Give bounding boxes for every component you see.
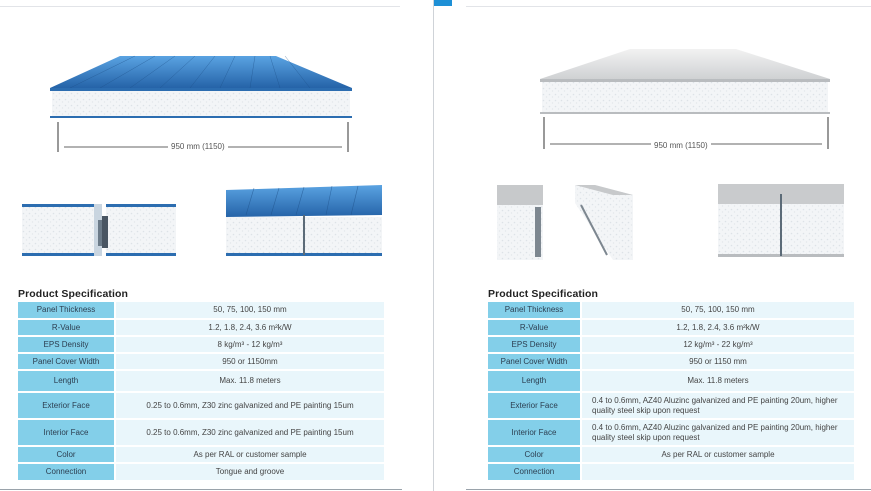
spec-row bbox=[488, 302, 854, 319]
spec-value: Tongue and groove bbox=[115, 463, 384, 481]
spec-row bbox=[488, 419, 854, 446]
spec-label: EPS Density bbox=[488, 336, 581, 353]
spec-row bbox=[18, 370, 384, 392]
spec-row bbox=[488, 336, 854, 353]
spec-row bbox=[18, 319, 384, 336]
spec-label: Panel Thickness bbox=[488, 302, 581, 319]
spec-value: As per RAL or customer sample bbox=[115, 446, 384, 463]
spec-label: Interior Face bbox=[488, 419, 581, 446]
spec-value: As per RAL or customer sample bbox=[581, 446, 854, 463]
spec-value: 8 kg/m³ - 12 kg/m³ bbox=[115, 336, 384, 353]
top-rule-right bbox=[466, 6, 871, 7]
spec-value: 0.25 to 0.6mm, Z30 zinc galvanized and PE painting 15um bbox=[115, 392, 384, 419]
spec-value bbox=[581, 463, 854, 481]
grey-joint-pair-image bbox=[495, 185, 635, 265]
spec-table-left bbox=[18, 302, 384, 482]
spec-row bbox=[488, 370, 854, 392]
spec-value: 1.2, 1.8, 2.4, 3.6 m²k/W bbox=[581, 319, 854, 336]
spec-row bbox=[18, 446, 384, 463]
spec-value: 950 or 1150 mm bbox=[581, 353, 854, 370]
bottom-rule-left bbox=[0, 489, 402, 490]
spec-value: 50, 75, 100, 150 mm bbox=[581, 302, 854, 319]
spec-row bbox=[18, 419, 384, 446]
spec-label: EPS Density bbox=[18, 336, 115, 353]
spec-label: Length bbox=[488, 370, 581, 392]
spec-value: 1.2, 1.8, 2.4, 3.6 m²k/W bbox=[115, 319, 384, 336]
spec-row bbox=[488, 392, 854, 419]
spec-value: 0.4 to 0.6mm, AZ40 Aluzinc galvanized and PE painting 20um, higher quality steel skip upon request bbox=[581, 419, 854, 446]
blue-panel-joint-closeup-image bbox=[226, 185, 382, 260]
spec-value: 0.4 to 0.6mm, AZ40 Aluzinc galvanized and PE painting 20um, higher quality steel skip upon request bbox=[581, 392, 854, 419]
spec-label: R-Value bbox=[488, 319, 581, 336]
spec-row bbox=[18, 392, 384, 419]
top-rule-left bbox=[0, 6, 400, 7]
spec-row bbox=[18, 353, 384, 370]
page-tab-marker bbox=[434, 0, 452, 6]
spec-row bbox=[488, 319, 854, 336]
spec-row bbox=[488, 446, 854, 463]
spec-label: Connection bbox=[488, 463, 581, 481]
spec-label: Panel Cover Width bbox=[488, 353, 581, 370]
panel-width-label-right: 950 mm (1150) bbox=[651, 141, 711, 150]
spec-title-left: Product Specification bbox=[18, 288, 129, 300]
spec-label: Panel Cover Width bbox=[18, 353, 115, 370]
spec-label: Connection bbox=[18, 463, 115, 481]
spec-row bbox=[18, 463, 384, 481]
spec-table-right bbox=[488, 302, 854, 482]
spec-label: Exterior Face bbox=[18, 392, 115, 419]
spec-label: Color bbox=[18, 446, 115, 463]
spec-title-right: Product Specification bbox=[488, 288, 599, 300]
spec-label: Interior Face bbox=[18, 419, 115, 446]
page-divider bbox=[433, 0, 434, 491]
spec-row bbox=[18, 336, 384, 353]
spec-value: Max. 11.8 meters bbox=[581, 370, 854, 392]
spec-row bbox=[488, 463, 854, 481]
spec-label: Color bbox=[488, 446, 581, 463]
spec-value: 12 kg/m³ - 22 kg/m³ bbox=[581, 336, 854, 353]
spec-value: 950 or 1150mm bbox=[115, 353, 384, 370]
spec-value: 50, 75, 100, 150 mm bbox=[115, 302, 384, 319]
grey-panel-joint-closeup-image bbox=[718, 184, 844, 259]
spec-label: Exterior Face bbox=[488, 392, 581, 419]
panel-width-label: 950 mm (1150) bbox=[168, 142, 228, 151]
spec-label: R-Value bbox=[18, 319, 115, 336]
spec-value: 0.25 to 0.6mm, Z30 zinc galvanized and PE painting 15um bbox=[115, 419, 384, 446]
spec-label: Length bbox=[18, 370, 115, 392]
spec-row bbox=[488, 353, 854, 370]
spec-value: Max. 11.8 meters bbox=[115, 370, 384, 392]
spec-label: Panel Thickness bbox=[18, 302, 115, 319]
bottom-rule-right bbox=[466, 489, 871, 490]
tongue-groove-joint-image bbox=[22, 200, 177, 260]
spec-row bbox=[18, 302, 384, 319]
